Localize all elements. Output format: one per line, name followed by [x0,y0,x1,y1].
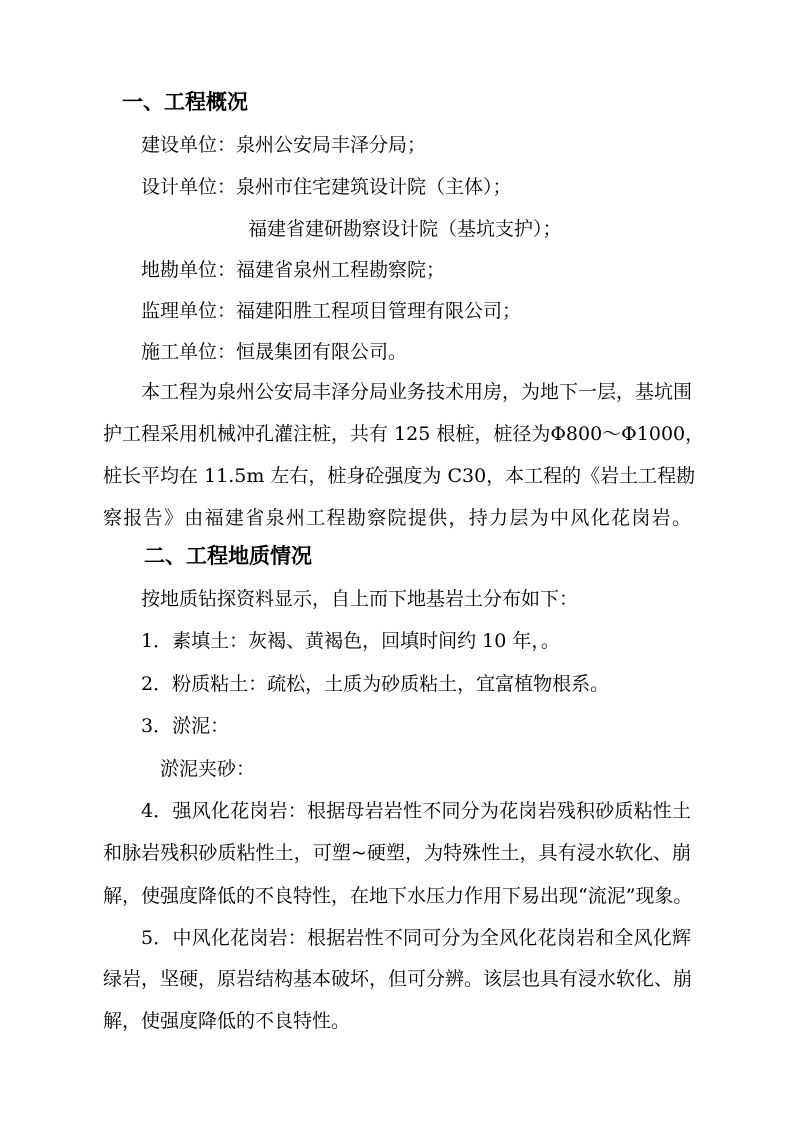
construction-unit: 建设单位：泉州公安局丰泽分局； [141,134,427,156]
survey-unit: 地勘单位：福建省泉州工程勘察院； [141,259,446,281]
overview-line: 本工程为泉州公安局丰泽分局业务技术用房，为地下一层，基坑围 [141,381,693,403]
geology-line: 和脉岩残积砂质粘性土，可塑~硬塑，为特殊性土，具有浸水软化、崩 [103,842,691,864]
design-unit: 设计单位：泉州市住宅建筑设计院（主体）； [141,176,512,198]
overview-line: 护工程采用机械冲孔灌注桩，共有 125 根桩，桩径为Φ800～Φ1000， [103,423,705,445]
section-heading-1: 一、工程概况 [122,90,248,114]
geology-line: 解，使强度降低的不良特性。 [103,1010,351,1032]
design-unit-2: 福建省建研勘察设计院（基坑支护）； [248,218,562,240]
geology-line: 绿岩，坚硬，原岩结构基本破坏，但可分辨。该层也具有浸水软化、崩 [103,968,693,990]
geology-line: 2．粉质粘土：疏松，土质为砂质粘土，宜富植物根系。 [141,673,610,695]
geology-line: 5．中风化花岗岩：根据岩性不同可分为全风化花岗岩和全风化辉 [141,927,691,949]
overview-line: 察报告》由福建省泉州工程勘察院提供，持力层为中风化花岗岩。 [103,507,691,529]
contractor-unit: 施工单位：恒晟集团有限公司。 [141,341,408,363]
geology-line: 3．淤泥： [141,715,230,737]
supervision-unit: 监理单位：福建阳胜工程项目管理有限公司； [141,300,522,322]
geology-line: 淤泥夹砂： [160,758,256,780]
overview-line: 桩长平均在 11.5m 左右，桩身砼强度为 C30，本工程的《岩土工程勘 [103,465,696,487]
geology-line: 1．素填土：灰褐、黄褐色，回填时间约 10 年，。 [141,630,560,652]
section-heading-2: 二、工程地质情况 [144,544,312,568]
geology-line: 4．强风化花岗岩：根据母岩岩性不同分为花岗岩残积砂质粘性土 [141,800,691,822]
geology-line: 按地质钻探资料显示，自上而下地基岩土分布如下： [141,588,579,610]
geology-line: 解，使强度降低的不良特性，在地下水压力作用下易出现“流泥”现象。 [103,885,693,907]
